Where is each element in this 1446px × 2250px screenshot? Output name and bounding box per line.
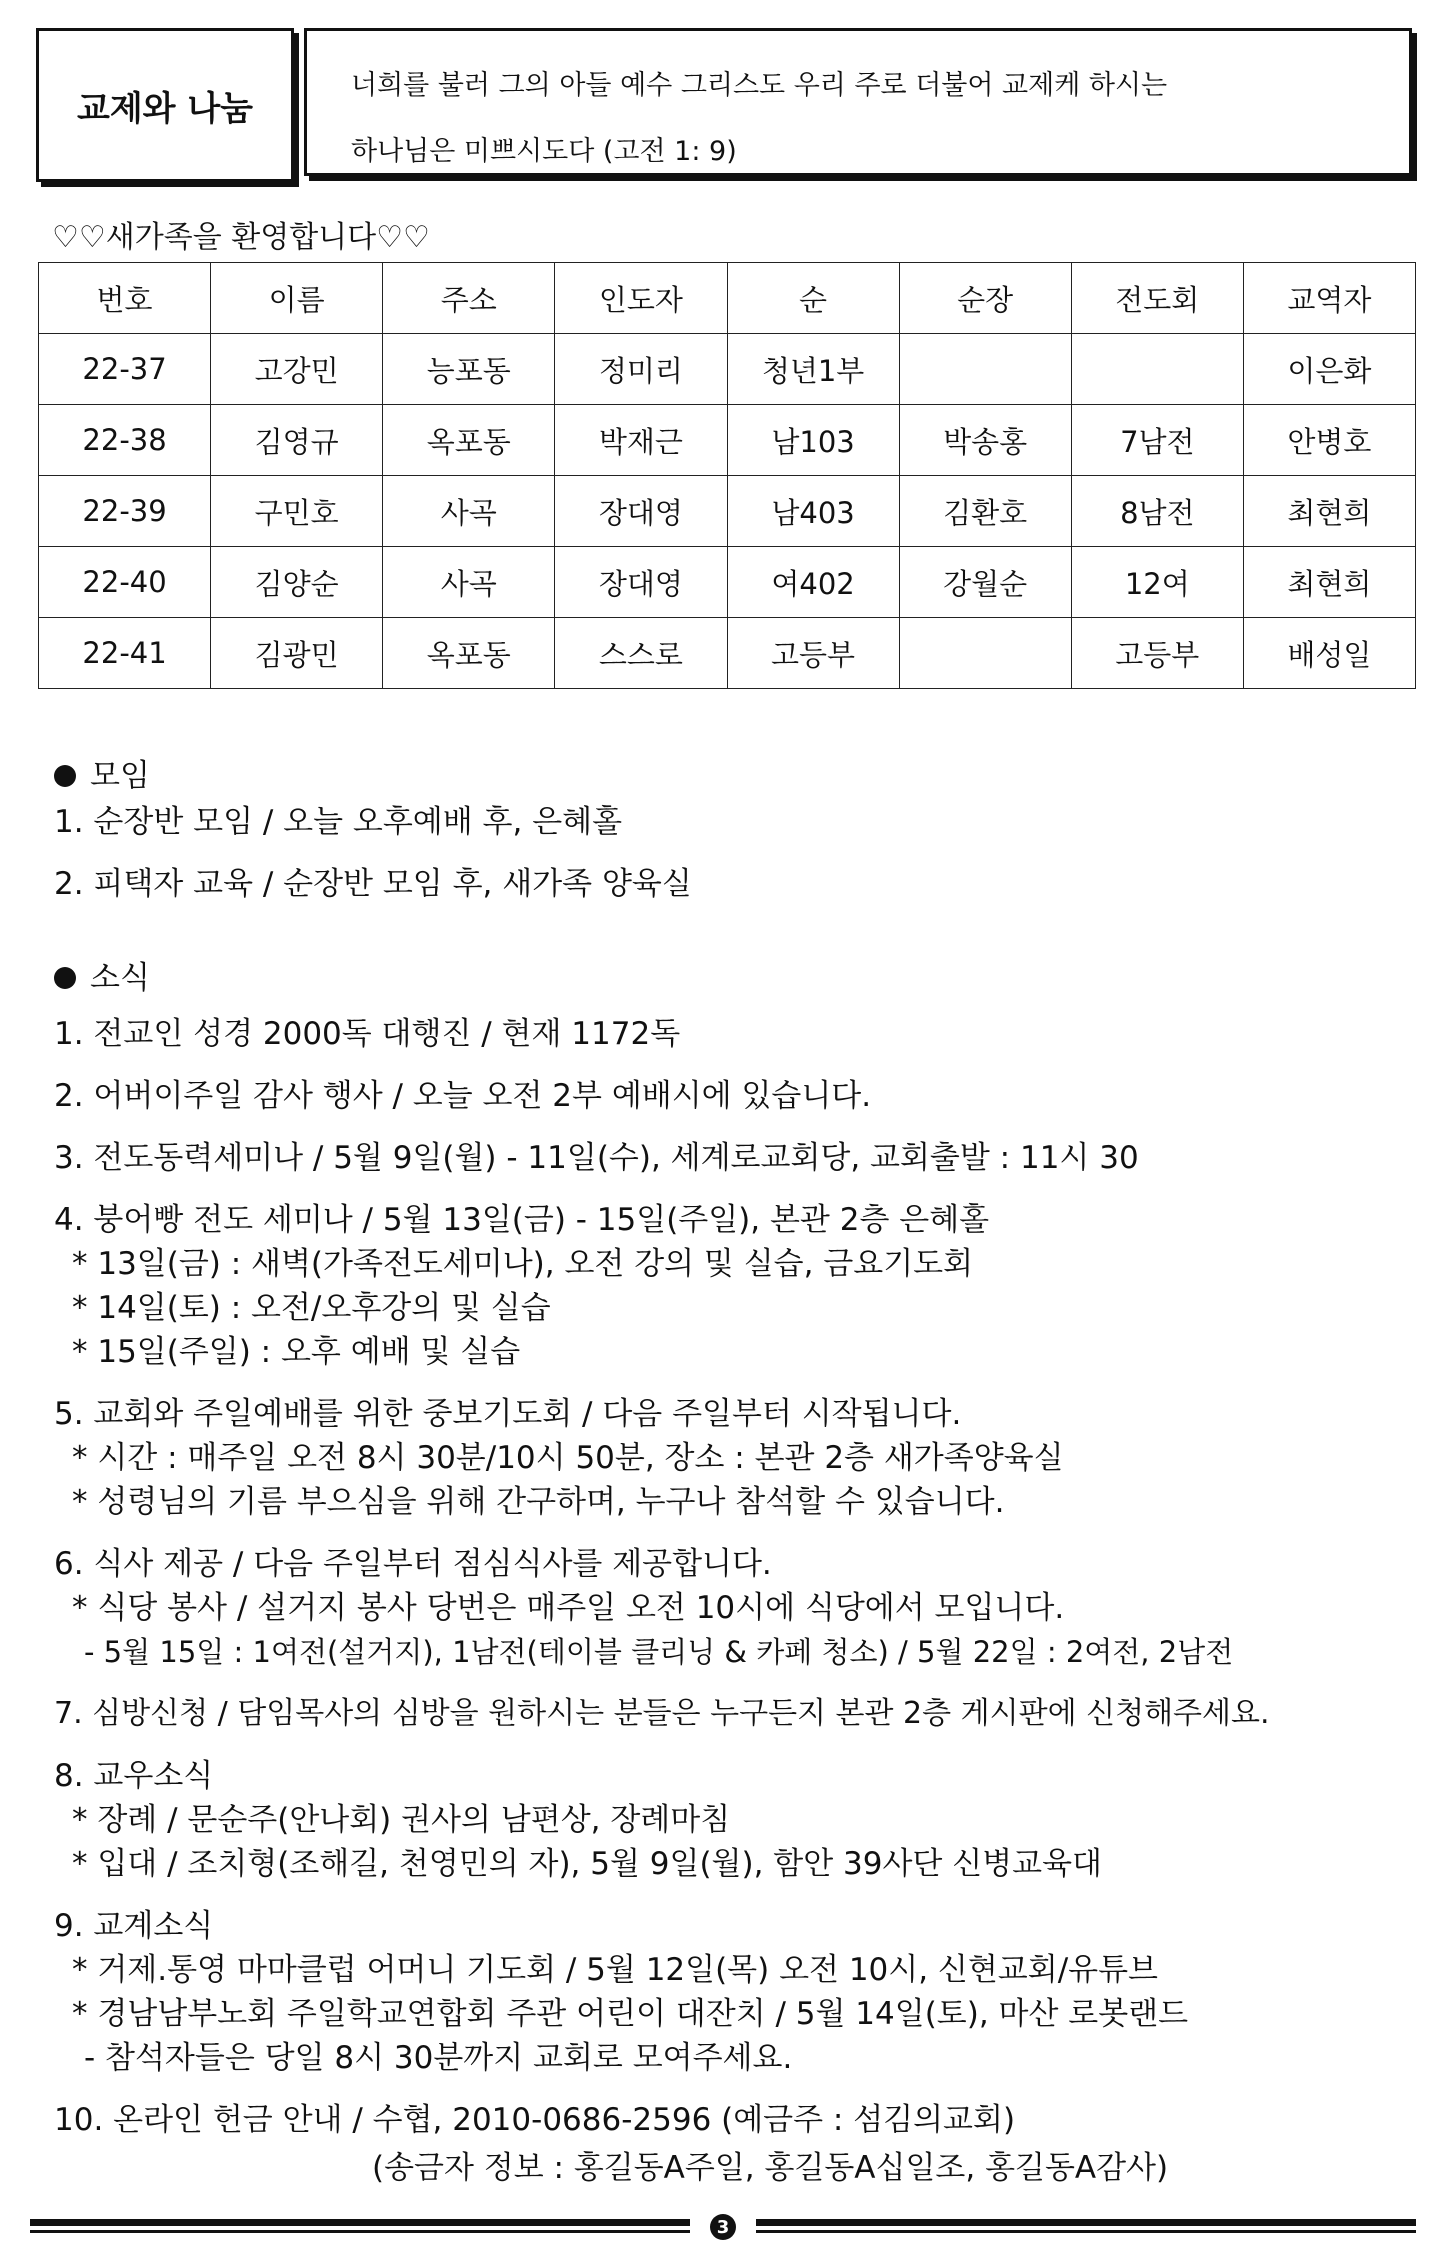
table-cell: 22-40 xyxy=(39,547,211,618)
bullet-icon xyxy=(54,967,76,989)
table-cell: 22-41 xyxy=(39,618,211,689)
news-item-4: 4. 붕어빵 전도 세미나 / 5월 13일(금) - 15일(주일), 본관 2층 은혜홀 * 13일(금) : 새벽(가족전도세미나), 오전 강의 및 실습, 금요기도회 * 14일(토) : 오전/오후강의 및 실습 * 15일(주일) : 오후 예배 및 실습 xyxy=(54,1202,990,1370)
table-cell: 옥포동 xyxy=(383,405,555,476)
news-item-5: 5. 교회와 주일예배를 위한 중보기도회 / 다음 주일부터 시작됩니다. * 시간 : 매주일 오전 8시 30분/10시 50분, 장소 : 본관 2층 새가족양육실 * 성령님의 기름 부으심을 위해 간구하며, 누구나 참석할 수 있습니다. xyxy=(54,1396,1064,1520)
table-cell: 김양순 xyxy=(211,547,383,618)
table-header-row xyxy=(39,263,1416,334)
table-row xyxy=(39,405,1416,476)
news-item-6: 6. 식사 제공 / 다음 주일부터 점심식사를 제공합니다. * 식당 봉사 / 설거지 봉사 당번은 매주일 오전 10시에 식당에서 모입니다. - 5월 15일 : 1여전(설거지), 1남전(테이블 클리닝 & 카페 청소) / 5월 22일 : 2여전, 2남전 xyxy=(54,1546,1234,1669)
table-cell: 배성일 xyxy=(1243,618,1415,689)
column-header: 순장 xyxy=(899,263,1071,334)
table-cell: 강월순 xyxy=(899,547,1071,618)
news-item-9: 9. 교계소식 * 거제.통영 마마클럽 어머니 기도회 / 5월 12일(목) 오전 10시, 신현교회/유튜브 * 경남남부노회 주일학교연합회 주관 어린이 대잔치 / 5월 14일(토), 마산 로봇랜드 - 참석자들은 당일 8시 30분까지 교회로 모여주세요. xyxy=(54,1908,1189,2076)
table-row xyxy=(39,547,1416,618)
table-cell: 정미리 xyxy=(555,334,727,405)
table-cell: 고등부 xyxy=(727,618,899,689)
footer-rule-right xyxy=(756,2219,1416,2235)
table-cell xyxy=(899,334,1071,405)
column-header: 번호 xyxy=(39,263,211,334)
verse-box xyxy=(304,28,1412,176)
table-cell: 박재근 xyxy=(555,405,727,476)
news-heading: 소식 xyxy=(54,956,1270,1000)
table-cell: 청년1부 xyxy=(727,334,899,405)
new-family-table xyxy=(38,262,1416,689)
news-item-7: 7. 심방신청 / 담임목사의 심방을 원하시는 분들은 누구든지 본관 2층 게시판에 신청해주세요. xyxy=(54,1696,1270,1731)
column-header: 순 xyxy=(727,263,899,334)
news-item-10: 10. 온라인 헌금 안내 / 수협, 2010-0686-2596 (예금주 : 섬김의교회) (송금자 정보 : 홍길동A주일, 홍길동A십일조, 홍길동A감사) xyxy=(54,2102,1169,2186)
table-cell: 이은화 xyxy=(1243,334,1415,405)
table-cell: 구민호 xyxy=(211,476,383,547)
column-header: 전도회 xyxy=(1071,263,1243,334)
section-title-box xyxy=(36,28,294,182)
table-row xyxy=(39,334,1416,405)
news-item-3: 3. 전도동력세미나 / 5월 9일(월) - 11일(수), 세계로교회당, 교회출발 : 11시 30 xyxy=(54,1140,1139,1176)
header xyxy=(36,28,1422,184)
table-cell: 여402 xyxy=(727,547,899,618)
table-cell: 남403 xyxy=(727,476,899,547)
table-row xyxy=(39,618,1416,689)
news-item-2: 2. 어버이주일 감사 행사 / 오늘 오전 2부 예배시에 있습니다. xyxy=(54,1078,872,1114)
table-cell: 22-38 xyxy=(39,405,211,476)
footer-rule-left xyxy=(30,2219,690,2235)
table-cell: 최현희 xyxy=(1243,547,1415,618)
column-header: 인도자 xyxy=(555,263,727,334)
table-cell: 최현희 xyxy=(1243,476,1415,547)
table-cell: 22-37 xyxy=(39,334,211,405)
table-cell: 7남전 xyxy=(1071,405,1243,476)
table-cell: 남103 xyxy=(727,405,899,476)
news-item-1: 1. 전교인 성경 2000독 대행진 / 현재 1172독 xyxy=(54,1016,681,1052)
column-header: 이름 xyxy=(211,263,383,334)
column-header: 교역자 xyxy=(1243,263,1415,334)
list-item: 1. 순장반 모임 / 오늘 오후예배 후, 은혜홀 xyxy=(54,804,623,840)
welcome-title: ♡♡새가족을 환영합니다♡♡ xyxy=(52,220,430,255)
table-cell: 김광민 xyxy=(211,618,383,689)
list-item: 2. 피택자 교육 / 순장반 모임 후, 새가족 양육실 xyxy=(54,866,692,902)
table-cell: 능포동 xyxy=(383,334,555,405)
table-cell: 사곡 xyxy=(383,547,555,618)
page-number-badge: 3 xyxy=(710,2214,736,2240)
news-section xyxy=(54,956,1270,2190)
table-cell: 고강민 xyxy=(211,334,383,405)
table-cell: 김영규 xyxy=(211,405,383,476)
table-cell: 12여 xyxy=(1071,547,1243,618)
column-header: 주소 xyxy=(383,263,555,334)
bullet-icon xyxy=(54,765,76,787)
table-cell: 장대영 xyxy=(555,476,727,547)
meetings-heading: 모임 xyxy=(54,754,692,798)
page-footer xyxy=(30,2214,1416,2240)
table-cell: 22-39 xyxy=(39,476,211,547)
table-row xyxy=(39,476,1416,547)
table-cell: 옥포동 xyxy=(383,618,555,689)
table-cell: 장대영 xyxy=(555,547,727,618)
table-cell: 김환호 xyxy=(899,476,1071,547)
section-title: 교제와 나눔 xyxy=(76,88,254,129)
verse-line-1: 너희를 불러 그의 아들 예수 그리스도 우리 주로 더불어 교제케 하시는 xyxy=(351,70,1168,101)
table-cell: 스스로 xyxy=(555,618,727,689)
table-cell: 박송홍 xyxy=(899,405,1071,476)
table-cell: 안병호 xyxy=(1243,405,1415,476)
verse-line-2: 하나님은 미쁘시도다 (고전 1: 9) xyxy=(351,136,737,167)
table-cell xyxy=(1071,334,1243,405)
news-item-8: 8. 교우소식 * 장례 / 문순주(안나회) 권사의 남편상, 장례마침 * 입대 / 조치형(조해길, 천영민의 자), 5월 9일(월), 함안 39사단 신병교육대 xyxy=(54,1758,1102,1882)
table-cell xyxy=(899,618,1071,689)
table-cell: 고등부 xyxy=(1071,618,1243,689)
table-cell: 사곡 xyxy=(383,476,555,547)
table-cell: 8남전 xyxy=(1071,476,1243,547)
meetings-section xyxy=(54,754,692,906)
